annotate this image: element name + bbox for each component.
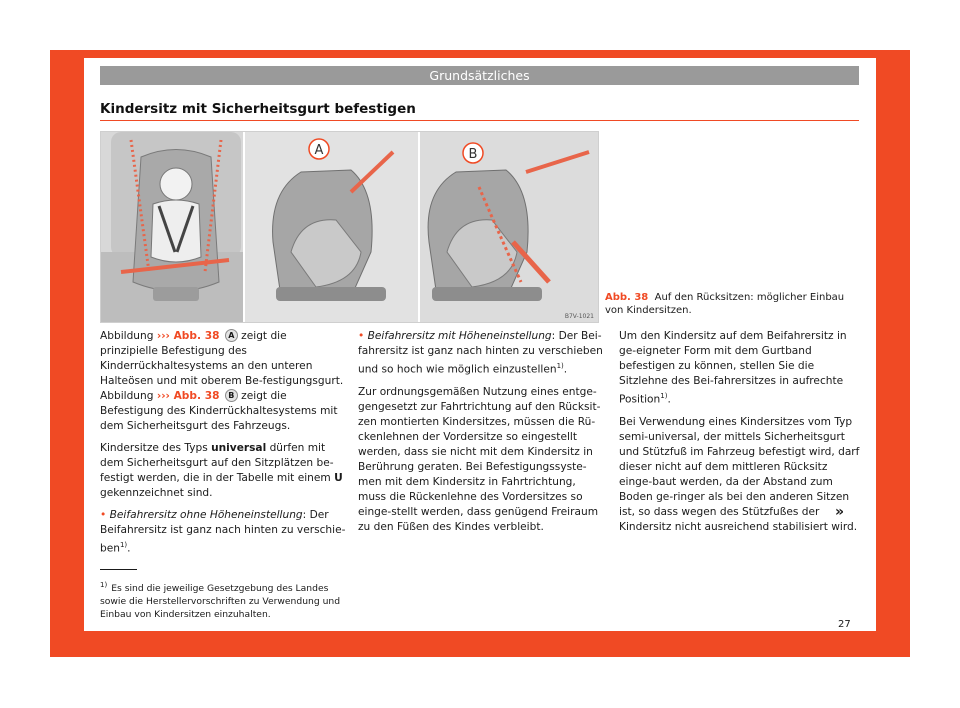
bullet-dot: • xyxy=(358,330,365,342)
paragraph-rear-facing: Zur ordnungsgemäßen Nutzung eines entge-gengesetzt zur Fahrtrichtung auf den Rücksit-zen montierten Kindersitzes, müssen die Rü-ckenlehnen der Vordersitze so eingestellt werden, dass sie nicht mit dem Kindersitz in Berührung geraten. Bei Befestigungssyste-men mit dem Kindersitz in Fahrtrichtung, muss die Rückenlehne des Vordersitzes so einge-stellt werden, dass genügend Freiraum zu den Füßen des Kindes verbleibt. xyxy=(358,385,601,533)
text-span: dürfen mit dem Sicherheitsgurt auf den Sitzplätzen be-festigt werden, die in der Tabelle mit einem xyxy=(100,442,335,484)
figure-marker-a-label: A xyxy=(314,143,324,158)
paragraph-figure-description xyxy=(100,329,347,434)
marker-b-badge: B xyxy=(225,389,238,402)
text-span: Um den Kindersitz auf dem Beifahrersitz in ge-eigneter Form mit dem Gurtband befestigen zu können, stellen Sie die Sitzlehne des Bei-fahrersitzes in aufrechte Position xyxy=(619,330,847,406)
footnote-ref: 1) xyxy=(119,541,128,549)
page-title: Kindersitz mit Sicherheitsgurt befestigen xyxy=(100,101,416,117)
caption-text: Auf den Rücksitzen: möglicher Einbau von Kindersitzen. xyxy=(605,292,845,316)
figure-caption xyxy=(605,291,855,317)
bullet-height-adjust xyxy=(358,329,603,378)
text-span: . xyxy=(127,542,131,555)
text-column-3 xyxy=(619,329,861,542)
section-header xyxy=(100,66,859,85)
paragraph-passenger-seat xyxy=(619,329,861,408)
paragraph-universal xyxy=(100,441,347,501)
footnote-text: Es sind die jeweilige Gesetzgebung des Landes sowie die Herstellervorschriften zu Verwendung und Einbau von Kindersitzen einzuhalten. xyxy=(100,583,341,621)
seat-b-base xyxy=(432,287,542,301)
seat-a-base xyxy=(276,287,386,301)
paragraph-semi-universal: Bei Verwendung eines Kindersitzes vom Typ semi-universal, der mittels Sicherheitsgurt und Stützfuß im Fahrzeug befestigt wird, darf dieser nicht auf dem mittleren Rücksitz einge-baut werden, da der Abstand zum Boden ge-ringer als bei den anderen Sitzen ist, so dass wegen des Stützfußes der Kindersitz nicht ausreichend stabilisiert wird. xyxy=(619,415,860,533)
text-span: zeigt die Befestigung des Kinderrückhaltesystems mit dem Sicherheitsgurt des Fahrzeugs. xyxy=(100,390,338,432)
footnote-ref: 1) xyxy=(556,362,564,370)
text-span: : Der Bei-fahrersitz ist ganz nach hinten zu verschieben und so hoch wie möglich einzustellen xyxy=(358,330,603,376)
text-column-1 xyxy=(100,329,347,564)
text-span: Abbildung xyxy=(100,330,157,342)
footnote-ref: 1) xyxy=(660,392,668,400)
footnote xyxy=(100,579,345,621)
bullet-term: Beifahrersitz mit Höheneinstellung xyxy=(367,330,552,342)
title-divider xyxy=(100,120,859,121)
term-u: U xyxy=(334,472,343,484)
text-column-2 xyxy=(358,329,603,542)
child-body xyxy=(151,200,201,262)
text-span: Kindersitze des Typs xyxy=(100,442,212,454)
figure-code: B7V-1021 xyxy=(564,313,594,320)
text-span: : Der Beifahrersitz ist ganz nach hinten zu verschie-ben xyxy=(100,509,346,555)
footnote-divider xyxy=(100,569,137,570)
figure-link-1[interactable]: ››› Abb. 38 xyxy=(156,330,220,342)
figure-illustration xyxy=(101,132,598,322)
bullet-dot: • xyxy=(100,509,107,521)
page-number: 27 xyxy=(838,619,851,630)
footnote-number: 1) xyxy=(100,581,108,589)
term-universal: universal xyxy=(211,442,267,454)
marker-a-badge: A xyxy=(225,329,238,342)
caption-number: Abb. 38 xyxy=(605,292,649,303)
text-span: gekennzeichnet sind. xyxy=(100,487,213,499)
figure-marker-b-label: B xyxy=(468,147,478,162)
text-span: . xyxy=(667,393,671,406)
section-header-text: Grundsätzliches xyxy=(429,68,530,83)
text-span: . xyxy=(563,363,568,376)
bullet-no-height-adjust xyxy=(100,508,347,557)
child-head xyxy=(160,168,192,200)
figure-child-seat xyxy=(100,131,599,323)
text-span: zeigt die prinzipielle Befestigung des Kinderrückhaltesystems an den unteren Halteösen und mit oberem Be-festigungsgurt. Abbildung xyxy=(100,330,344,402)
seat-base xyxy=(153,287,199,301)
figure-link-2[interactable]: ››› Abb. 38 xyxy=(156,390,220,402)
continue-marker: » xyxy=(835,504,845,520)
bullet-term: Beifahrersitz ohne Höheneinstellung xyxy=(109,509,303,521)
